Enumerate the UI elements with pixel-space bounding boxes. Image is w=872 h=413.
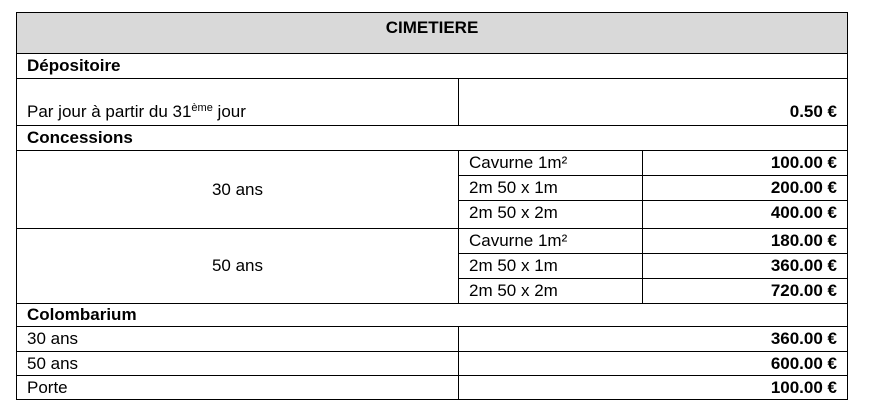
section-heading-concessions: Concessions	[27, 128, 133, 147]
colombarium-label: 30 ans	[27, 329, 79, 348]
concession-size: Cavurne 1m²	[469, 153, 568, 172]
concession-size: 2m 50 x 1m	[469, 178, 558, 197]
concession-duration: 30 ans	[211, 179, 264, 199]
concession-size: 2m 50 x 2m	[469, 203, 558, 222]
section-heading-row	[17, 126, 847, 151]
concession-price: 400.00 €	[642, 201, 847, 228]
table-row	[17, 376, 847, 399]
colombarium-price: 100.00 €	[458, 376, 847, 399]
table-row	[459, 279, 847, 303]
section-heading-row	[17, 54, 847, 79]
table-row	[459, 254, 847, 279]
section-heading-row	[17, 304, 847, 327]
concession-duration: 50 ans	[211, 256, 264, 275]
colombarium-price: 600.00 €	[458, 352, 847, 375]
table-row	[459, 201, 847, 228]
section-heading-depositoire: Dépositoire	[27, 56, 121, 75]
table-title: CIMETIERE	[385, 18, 479, 37]
concession-size: 2m 50 x 2m	[469, 281, 558, 300]
concession-price: 720.00 €	[642, 279, 847, 303]
concession-size: 2m 50 x 1m	[469, 256, 558, 275]
concession-price: 200.00 €	[642, 176, 847, 200]
table-title-row	[17, 13, 847, 54]
depositoire-price: 0.50 €	[458, 79, 847, 125]
table-row	[459, 151, 847, 176]
table-row	[17, 79, 847, 126]
section-heading-colombarium: Colombarium	[27, 305, 137, 324]
colombarium-label: 50 ans	[27, 354, 79, 373]
concession-price: 180.00 €	[642, 229, 847, 253]
colombarium-price: 360.00 €	[458, 327, 847, 351]
colombarium-label: Porte	[27, 378, 68, 397]
concession-price: 100.00 €	[642, 151, 847, 175]
concession-size: Cavurne 1m²	[469, 231, 568, 250]
table-row	[459, 176, 847, 201]
table-row	[17, 352, 847, 376]
concession-group-30	[17, 151, 847, 229]
concession-price: 360.00 €	[642, 254, 847, 278]
concession-group-50	[17, 229, 847, 304]
table-row	[17, 327, 847, 352]
tariff-table	[16, 12, 848, 400]
table-row	[459, 229, 847, 254]
depositoire-label: Par jour à partir du 31ème jour	[27, 102, 246, 121]
